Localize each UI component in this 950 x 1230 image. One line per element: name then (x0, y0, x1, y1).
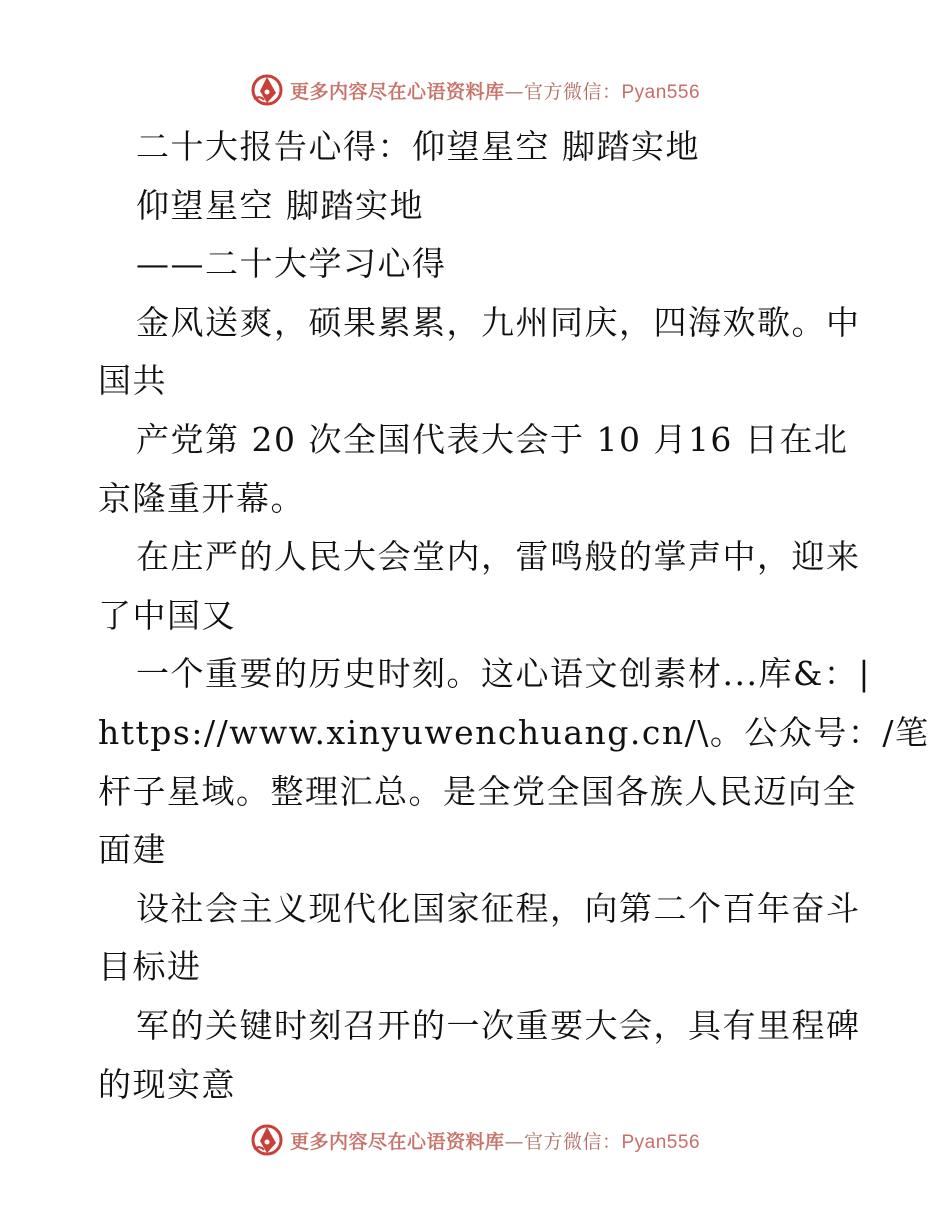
text-line: 仰望星空 脚踏实地 (136, 185, 424, 225)
footer-watermark-banner (0, 1120, 950, 1160)
text-line: ——二十大学习心得 (136, 244, 447, 284)
header-watermark-banner (0, 70, 950, 110)
watermark-site-name: 更多内容尽在心语资料库 (289, 1130, 505, 1153)
text-line: 设社会主义现代化国家征程，向第二个百年奋斗 (136, 888, 861, 928)
watermark-wechat-handle: Pyan556 (621, 1131, 701, 1153)
watermark-site-name: 更多内容尽在心语资料库 (289, 80, 505, 103)
watermark-official-label: 官方微信： (523, 1130, 622, 1153)
watermark-dash: — (504, 1130, 524, 1153)
watermark-text (290, 77, 700, 104)
text-line: 目标进 (98, 947, 202, 987)
text-line: 产党第 20 次全国代表大会于 10 月16 日在北 (136, 419, 849, 459)
text-line: 杆子星域。整理汇总。是全党全国各族人民迈向全 (98, 771, 857, 811)
text-line: 二十大报告心得：仰望星空 脚踏实地 (136, 127, 700, 166)
text-line: 国共 (98, 361, 167, 401)
watermark-wechat-handle: Pyan556 (621, 81, 701, 103)
text-line: 金风送爽，硕果累累，九州同庆，四海欢歌。中 (136, 302, 861, 342)
watermark-official-label: 官方微信： (523, 80, 622, 103)
document-body (98, 118, 930, 1114)
watermark-dash: — (504, 80, 524, 103)
pen-nib-circle-icon (250, 1123, 284, 1157)
watermark-text (290, 1127, 700, 1154)
text-line: 了中国又 (98, 595, 236, 635)
pen-nib-circle-icon (250, 73, 284, 107)
text-line: 一个重要的历史时刻。这心语文创素材...库&：| (136, 654, 871, 694)
text-line: 军的关键时刻召开的一次重要大会，具有里程碑 (136, 1005, 861, 1045)
text-line: 的现实意 (98, 1064, 236, 1104)
text-line: https://www.xinyuwenchuang.cn/\。公众号：/笔 (98, 712, 930, 752)
text-line: 在庄严的人民大会堂内，雷鸣般的掌声中，迎来 (136, 537, 861, 577)
text-line: 面建 (98, 830, 167, 870)
text-line: 京隆重开幕。 (98, 478, 305, 518)
